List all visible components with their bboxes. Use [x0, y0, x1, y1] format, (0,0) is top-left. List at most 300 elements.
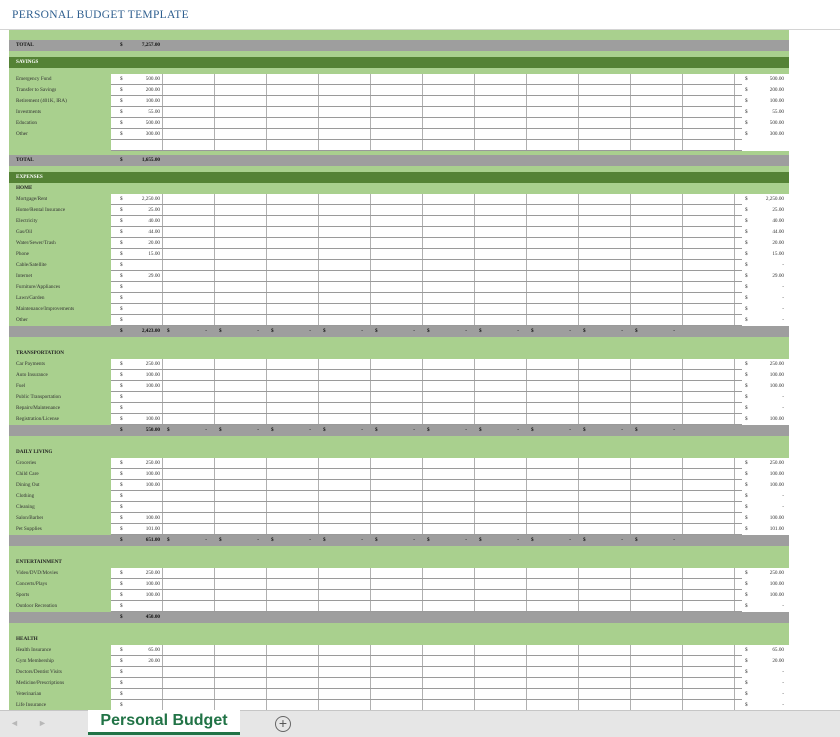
income-total-row [9, 40, 789, 51]
currency-symbol: $ [479, 427, 482, 433]
line-item-row [9, 118, 789, 129]
currency-symbol: $ [120, 76, 123, 82]
tab-personal-budget[interactable]: Personal Budget [88, 710, 240, 735]
subtotal-value: 651.00 [145, 537, 160, 543]
currency-symbol: $ [120, 157, 123, 163]
currency-symbol: $ [120, 295, 123, 301]
period-subtotal: - [309, 537, 311, 543]
line-item-label: Electricity [16, 218, 38, 224]
line-item-row [9, 194, 789, 205]
currency-symbol: $ [271, 427, 274, 433]
subtotal-row [9, 425, 789, 436]
line-item-total: 100.00 [769, 98, 784, 104]
line-item-total: - [782, 504, 784, 510]
currency-symbol: $ [745, 131, 748, 137]
line-item-amount[interactable]: 100.00 [145, 471, 160, 477]
currency-symbol: $ [745, 405, 748, 411]
line-item-label: Gym Membership [16, 658, 54, 664]
line-item-amount[interactable]: 15.00 [148, 251, 160, 257]
line-item-label: Maintenance/Improvements [16, 306, 75, 312]
currency-symbol: $ [427, 328, 430, 334]
line-item-total: 100.00 [769, 581, 784, 587]
line-item-label: Concerts/Plays [16, 581, 48, 587]
currency-symbol: $ [120, 405, 123, 411]
currency-symbol: $ [323, 427, 326, 433]
line-item-total: - [782, 317, 784, 323]
currency-symbol: $ [120, 504, 123, 510]
currency-symbol: $ [745, 504, 748, 510]
line-item-label: Other [16, 131, 28, 137]
line-item-row [9, 227, 789, 238]
line-item-total: 100.00 [769, 383, 784, 389]
line-item-total: 500.00 [769, 76, 784, 82]
line-item-total: 29.00 [772, 273, 784, 279]
line-item-total: 250.00 [769, 570, 784, 576]
line-item-row [9, 107, 789, 118]
line-item-total: 65.00 [772, 647, 784, 653]
line-item-label: Health Insurance [16, 647, 52, 653]
period-subtotal: - [205, 328, 207, 334]
line-item-label: Emergency Fund [16, 76, 52, 82]
line-item-label: Home/Rental Insurance [16, 207, 66, 213]
currency-symbol: $ [745, 482, 748, 488]
prev-sheet-icon[interactable]: ◄ [10, 718, 19, 728]
currency-symbol: $ [167, 537, 170, 543]
currency-symbol: $ [120, 537, 123, 543]
currency-symbol: $ [120, 603, 123, 609]
currency-symbol: $ [745, 76, 748, 82]
currency-symbol: $ [583, 427, 586, 433]
currency-symbol: $ [745, 98, 748, 104]
line-item-label: Cleaning [16, 504, 35, 510]
currency-symbol: $ [120, 196, 123, 202]
period-subtotal: - [673, 537, 675, 543]
line-item-label: Child Care [16, 471, 39, 477]
period-subtotal: - [465, 427, 467, 433]
currency-symbol: $ [120, 680, 123, 686]
line-item-label: Education [16, 120, 38, 126]
expense-group-name: ENTERTAINMENT [16, 559, 62, 565]
period-subtotal: - [413, 537, 415, 543]
line-item-amount[interactable]: 100.00 [145, 98, 160, 104]
period-subtotal: - [257, 537, 259, 543]
currency-symbol: $ [745, 240, 748, 246]
currency-symbol: $ [120, 218, 123, 224]
line-item-label: Cable/Satellite [16, 262, 47, 268]
period-subtotal: - [413, 328, 415, 334]
currency-symbol: $ [120, 383, 123, 389]
currency-symbol: $ [120, 614, 123, 620]
period-subtotal: - [361, 328, 363, 334]
sheet-tab-bar [0, 710, 840, 737]
line-item-amount[interactable]: 250.00 [145, 361, 160, 367]
line-item-total: - [782, 262, 784, 268]
line-item-label: Dining Out [16, 482, 40, 488]
currency-symbol: $ [120, 207, 123, 213]
line-item-row [9, 370, 789, 381]
currency-symbol: $ [219, 537, 222, 543]
currency-symbol: $ [531, 537, 534, 543]
line-item-row [9, 392, 789, 403]
currency-symbol: $ [120, 691, 123, 697]
line-item-amount[interactable]: 300.00 [145, 131, 160, 137]
line-item-amount[interactable]: 100.00 [145, 592, 160, 598]
line-item-total: - [782, 284, 784, 290]
currency-symbol: $ [120, 306, 123, 312]
period-subtotal: - [673, 328, 675, 334]
subtotal-row [9, 612, 789, 623]
income-total-label: TOTAL [16, 42, 34, 48]
line-item-label: Groceries [16, 460, 37, 466]
line-item-amount[interactable]: 65.00 [148, 647, 160, 653]
currency-symbol: $ [120, 702, 123, 708]
currency-symbol: $ [120, 581, 123, 587]
currency-symbol: $ [745, 658, 748, 664]
sheet-title: PERSONAL BUDGET TEMPLATE [12, 9, 189, 21]
expense-group-header [9, 447, 789, 458]
line-item-label: Gas/Oil [16, 229, 33, 235]
line-item-row [9, 381, 789, 392]
currency-symbol: $ [427, 427, 430, 433]
line-item-row [9, 458, 789, 469]
line-item-row [9, 590, 789, 601]
currency-symbol: $ [120, 493, 123, 499]
currency-symbol: $ [120, 240, 123, 246]
currency-symbol: $ [120, 515, 123, 521]
currency-symbol: $ [375, 328, 378, 334]
period-subtotal: - [257, 328, 259, 334]
line-item-amount[interactable]: 500.00 [145, 76, 160, 82]
currency-symbol: $ [120, 669, 123, 675]
line-item-row [9, 469, 789, 480]
line-item-row [9, 502, 789, 513]
line-item-label: Auto Insurance [16, 372, 48, 378]
line-item-label: Public Transportation [16, 394, 61, 400]
line-item-total: 250.00 [769, 361, 784, 367]
line-item-total: - [782, 669, 784, 675]
line-item-amount[interactable]: 500.00 [145, 120, 160, 126]
savings-total-row [9, 155, 789, 166]
subtotal-row [9, 326, 789, 337]
line-item-amount[interactable]: 40.00 [148, 218, 160, 224]
expense-group-header [9, 557, 789, 568]
currency-symbol: $ [745, 284, 748, 290]
line-item-label: Registration/License [16, 416, 59, 422]
line-item-label: Car Payments [16, 361, 45, 367]
line-item-row [9, 304, 789, 315]
line-item-label: Life Insurance [16, 702, 47, 708]
line-item-label: Fuel [16, 383, 26, 389]
currency-symbol: $ [531, 427, 534, 433]
line-item-row [9, 678, 789, 689]
savings-total-value: 1,655.00 [141, 157, 160, 163]
currency-symbol: $ [120, 372, 123, 378]
currency-symbol: $ [635, 427, 638, 433]
currency-symbol: $ [745, 196, 748, 202]
period-subtotal: - [621, 427, 623, 433]
line-item-total: - [782, 394, 784, 400]
currency-symbol: $ [745, 109, 748, 115]
currency-symbol: $ [745, 229, 748, 235]
section-header: EXPENSES [16, 174, 43, 180]
currency-symbol: $ [219, 328, 222, 334]
income-total-value: 7,257.00 [141, 42, 160, 48]
period-subtotal: - [569, 537, 571, 543]
period-subtotal: - [361, 427, 363, 433]
line-item-amount[interactable]: 100.00 [145, 416, 160, 422]
line-item-row [9, 85, 789, 96]
line-item-total: 40.00 [772, 218, 784, 224]
currency-symbol: $ [479, 328, 482, 334]
currency-symbol: $ [120, 251, 123, 257]
line-item-amount[interactable]: 250.00 [145, 460, 160, 466]
expense-group-name: TRANSPORTATION [16, 350, 65, 356]
currency-symbol: $ [120, 526, 123, 532]
currency-symbol: $ [745, 526, 748, 532]
subtotal-row [9, 535, 789, 546]
line-item-total: 20.00 [772, 240, 784, 246]
line-item-row [9, 129, 789, 140]
line-item-amount[interactable]: 250.00 [145, 570, 160, 576]
currency-symbol: $ [120, 317, 123, 323]
line-item-total: 20.00 [772, 658, 784, 664]
line-item-label: Lawn/Garden [16, 295, 45, 301]
line-item-row [9, 403, 789, 414]
line-item-row [9, 74, 789, 85]
currency-symbol: $ [745, 295, 748, 301]
currency-symbol: $ [120, 229, 123, 235]
line-item-label: Sports [16, 592, 30, 598]
currency-symbol: $ [745, 515, 748, 521]
currency-symbol: $ [745, 493, 748, 499]
expense-group-header [9, 183, 789, 194]
period-subtotal: - [361, 537, 363, 543]
line-item-row [9, 249, 789, 260]
currency-symbol: $ [583, 328, 586, 334]
currency-symbol: $ [120, 284, 123, 290]
currency-symbol: $ [219, 427, 222, 433]
line-item-label: Veterinarian [16, 691, 42, 697]
line-item-row [9, 480, 789, 491]
line-item-row [9, 293, 789, 304]
period-subtotal: - [569, 328, 571, 334]
line-item-total: - [782, 306, 784, 312]
period-subtotal: - [257, 427, 259, 433]
currency-symbol: $ [745, 394, 748, 400]
line-item-row [9, 700, 789, 710]
period-subtotal: - [621, 328, 623, 334]
line-item-row [9, 579, 789, 590]
line-item-amount[interactable]: 20.00 [148, 240, 160, 246]
line-item-label: Investments [16, 109, 42, 115]
line-item-amount[interactable]: 200.00 [145, 87, 160, 93]
currency-symbol: $ [745, 702, 748, 708]
period-subtotal: - [465, 537, 467, 543]
line-item-row [9, 96, 789, 107]
period-subtotal: - [205, 427, 207, 433]
line-item-row [9, 359, 789, 370]
line-item-total: 300.00 [769, 131, 784, 137]
line-item-row [9, 667, 789, 678]
currency-symbol: $ [120, 109, 123, 115]
line-item-total: - [782, 295, 784, 301]
currency-symbol: $ [120, 328, 123, 334]
line-item-label: Transfer to Savings [16, 87, 57, 93]
currency-symbol: $ [745, 383, 748, 389]
expense-group-name: DAILY LIVING [16, 449, 53, 455]
currency-symbol: $ [745, 317, 748, 323]
line-item-label: Water/Sewer/Trash [16, 240, 56, 246]
expense-group-header [9, 634, 789, 645]
currency-symbol: $ [120, 647, 123, 653]
currency-symbol: $ [479, 537, 482, 543]
sheet-edge [830, 30, 840, 710]
line-item-amount[interactable]: 44.00 [148, 229, 160, 235]
line-item-amount[interactable]: 100.00 [145, 482, 160, 488]
currency-symbol: $ [120, 98, 123, 104]
currency-symbol: $ [375, 427, 378, 433]
currency-symbol: $ [745, 372, 748, 378]
line-item-row [9, 513, 789, 524]
line-item-amount[interactable]: 100.00 [145, 581, 160, 587]
currency-symbol: $ [427, 537, 430, 543]
currency-symbol: $ [120, 658, 123, 664]
period-subtotal: - [673, 427, 675, 433]
currency-symbol: $ [745, 471, 748, 477]
line-item-amount[interactable]: 100.00 [145, 515, 160, 521]
line-item-row [9, 271, 789, 282]
currency-symbol: $ [120, 394, 123, 400]
savings-header [9, 57, 789, 68]
line-item-label: Clothing [16, 493, 35, 499]
line-item-label: Phone [16, 251, 29, 257]
currency-symbol: $ [120, 471, 123, 477]
currency-symbol: $ [167, 328, 170, 334]
currency-symbol: $ [120, 592, 123, 598]
line-item-total: - [782, 702, 784, 708]
line-item-label: Retirement (401K, IRA) [16, 98, 67, 104]
section-header: SAVINGS [16, 59, 39, 65]
line-item-total: 25.00 [772, 207, 784, 213]
line-item-label: Repairs/Maintenance [16, 405, 61, 411]
line-item-row [9, 689, 789, 700]
expense-group-header [9, 348, 789, 359]
line-item-row [9, 645, 789, 656]
line-item-amount[interactable]: 29.00 [148, 273, 160, 279]
line-item-amount[interactable]: 101.00 [145, 526, 160, 532]
line-item-row [9, 205, 789, 216]
line-item-total: - [782, 405, 784, 411]
currency-symbol: $ [120, 273, 123, 279]
period-subtotal: - [309, 328, 311, 334]
line-item-row [9, 601, 789, 612]
budget-sheet[interactable] [9, 30, 789, 710]
line-item-label: Mortgage/Rent [16, 196, 48, 202]
line-item-row [9, 491, 789, 502]
currency-symbol: $ [120, 42, 123, 48]
line-item-row [9, 260, 789, 271]
period-subtotal: - [517, 427, 519, 433]
period-subtotal: - [621, 537, 623, 543]
currency-symbol: $ [745, 273, 748, 279]
line-item-label: Doctors/Dentist Visits [16, 669, 62, 675]
currency-symbol: $ [745, 603, 748, 609]
subtotal-value: 550.00 [145, 427, 160, 433]
line-item-total: 250.00 [769, 460, 784, 466]
currency-symbol: $ [323, 328, 326, 334]
currency-symbol: $ [375, 537, 378, 543]
currency-symbol: $ [745, 691, 748, 697]
line-item-total: 100.00 [769, 372, 784, 378]
currency-symbol: $ [745, 306, 748, 312]
line-item-amount[interactable]: 100.00 [145, 372, 160, 378]
period-subtotal: - [205, 537, 207, 543]
currency-symbol: $ [745, 570, 748, 576]
currency-symbol: $ [635, 537, 638, 543]
currency-symbol: $ [271, 328, 274, 334]
line-item-total: - [782, 680, 784, 686]
line-item-total: - [782, 493, 784, 499]
line-item-amount[interactable]: 2,250.00 [141, 196, 160, 202]
period-subtotal: - [413, 427, 415, 433]
line-item-total: 100.00 [769, 482, 784, 488]
line-item-label: Furniture/Appliances [16, 284, 61, 290]
line-item-total: 15.00 [772, 251, 784, 257]
currency-symbol: $ [120, 87, 123, 93]
currency-symbol: $ [745, 680, 748, 686]
period-subtotal: - [569, 427, 571, 433]
currency-symbol: $ [745, 207, 748, 213]
currency-symbol: $ [583, 537, 586, 543]
line-item-total: 100.00 [769, 515, 784, 521]
line-item-row [9, 238, 789, 249]
line-item-label: Outdoor Recreation [16, 603, 58, 609]
line-item-amount[interactable]: 20.00 [148, 658, 160, 664]
currency-symbol: $ [745, 592, 748, 598]
currency-symbol: $ [120, 570, 123, 576]
period-subtotal: - [309, 427, 311, 433]
line-item-total: 2,250.00 [765, 196, 784, 202]
line-item-label: Internet [16, 273, 33, 279]
line-item-total: 100.00 [769, 592, 784, 598]
line-item-amount[interactable]: 25.00 [148, 207, 160, 213]
line-item-amount[interactable]: 55.00 [148, 109, 160, 115]
period-subtotal: - [517, 537, 519, 543]
currency-symbol: $ [745, 251, 748, 257]
line-item-label: Video/DVD/Movies [16, 570, 59, 576]
currency-symbol: $ [167, 427, 170, 433]
add-sheet-button[interactable]: + [275, 716, 291, 732]
line-item-row [9, 282, 789, 293]
line-item-total: 55.00 [772, 109, 784, 115]
subtotal-value: 2,423.00 [141, 328, 160, 334]
currency-symbol: $ [323, 537, 326, 543]
line-item-total: 100.00 [769, 416, 784, 422]
line-item-amount[interactable]: 100.00 [145, 383, 160, 389]
currency-symbol: $ [531, 328, 534, 334]
currency-symbol: $ [745, 120, 748, 126]
currency-symbol: $ [271, 537, 274, 543]
savings-total-label: TOTAL [16, 157, 34, 163]
next-sheet-icon[interactable]: ► [38, 718, 47, 728]
line-item-total: 200.00 [769, 87, 784, 93]
line-item-label: Salon/Barber [16, 515, 44, 521]
currency-symbol: $ [745, 262, 748, 268]
line-item-label: Other [16, 317, 28, 323]
line-item-row [9, 568, 789, 579]
expense-group-name: HEALTH [16, 636, 38, 642]
line-item-label: Pet Supplies [16, 526, 42, 532]
